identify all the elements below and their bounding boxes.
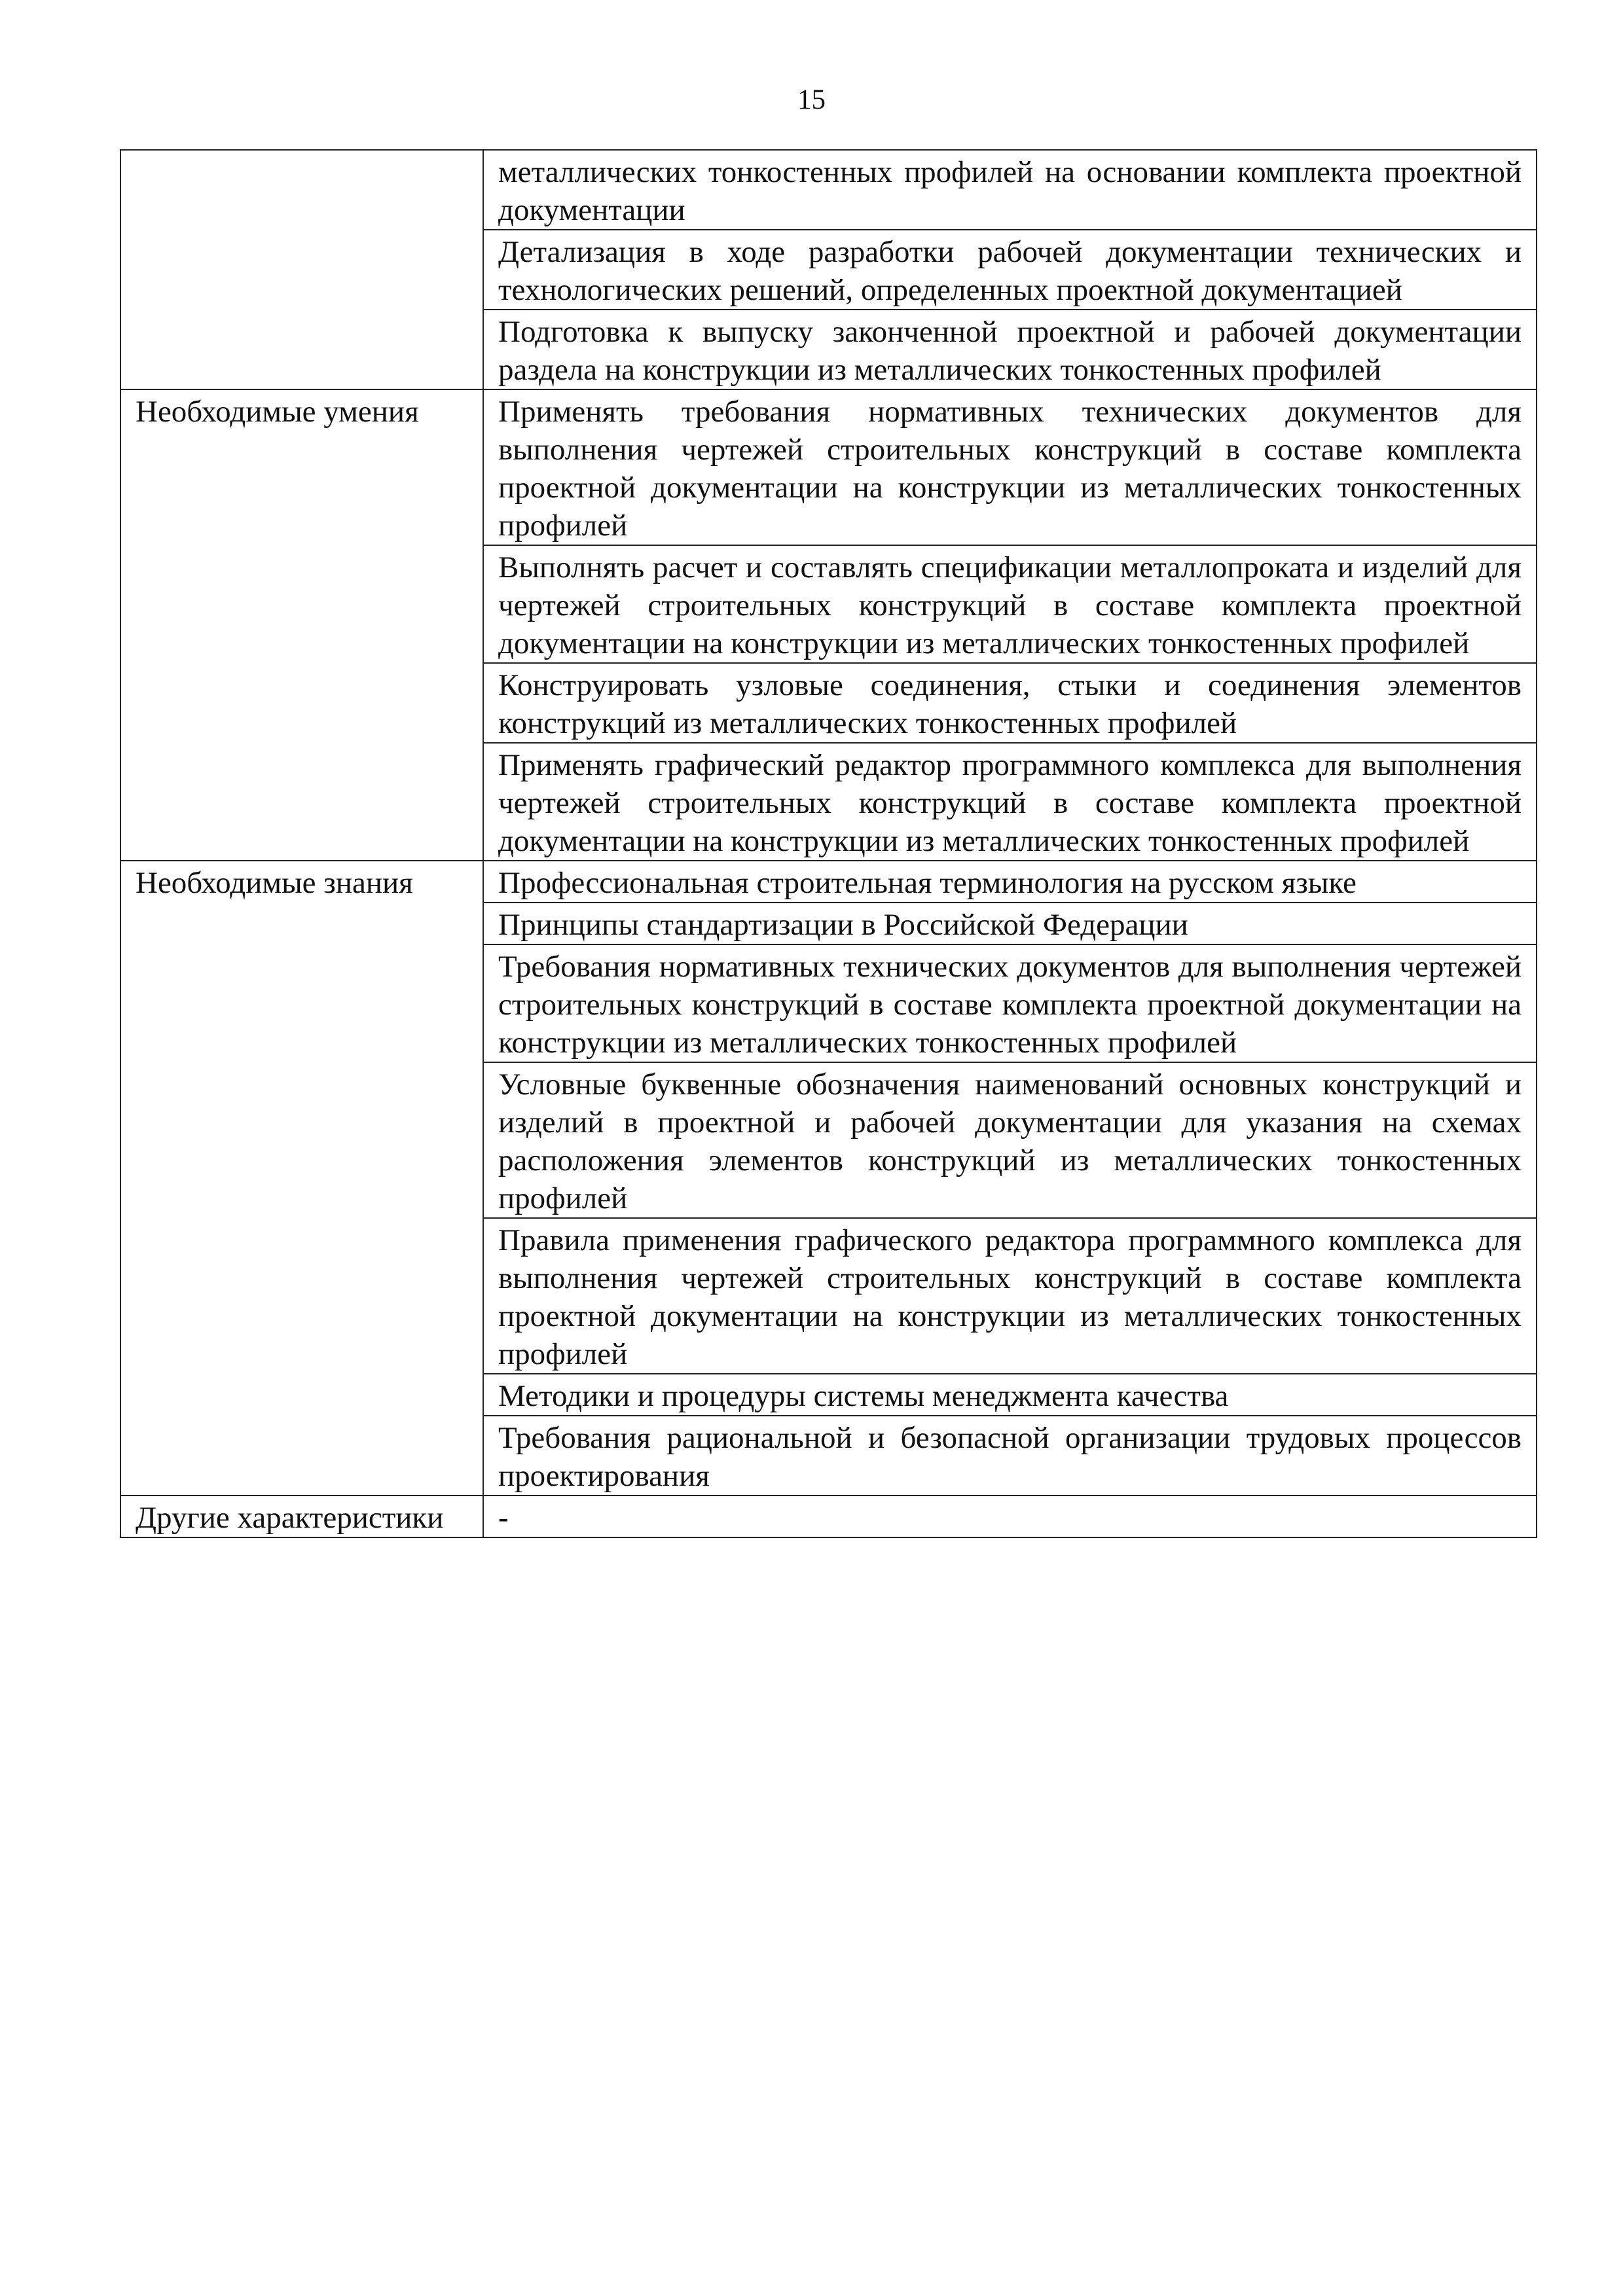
table-cell: Детализация в ходе разработки рабочей документации технических и технологических решений, определенных проектной документацией (483, 230, 1537, 310)
table-cell: Применять графический редактор программного комплекса для выполнения чертежей строительных конструкций в составе комплекта проектной документации на конструкции из металлических тонкостенных профилей (483, 743, 1537, 861)
table-row (120, 389, 1537, 545)
table-cell: Методики и процедуры системы менеджмента качества (483, 1374, 1537, 1416)
table-row (120, 861, 1537, 903)
table-cell: металлических тонкостенных профилей на основании комплекта проектной документации (483, 150, 1537, 230)
table-cell: Требования нормативных технических документов для выполнения чертежей строительных конструкций в составе комплекта проектной документации на конструкции из металлических тонкостенных профилей (483, 944, 1537, 1062)
row-label (120, 150, 483, 389)
table-cell: Требования рациональной и безопасной организации трудовых процессов проектирования (483, 1416, 1537, 1496)
table-cell: - (483, 1496, 1537, 1537)
characteristics-table (120, 149, 1537, 1538)
table-cell: Принципы стандартизации в Российской Федерации (483, 903, 1537, 944)
row-label-other: Другие характеристики (120, 1496, 483, 1537)
table-row (120, 1496, 1537, 1537)
table-cell: Условные буквенные обозначения наименований основных конструкций и изделий в проектной и рабочей документации для указания на схемах расположения элементов конструкций из металлических тонкостенных профилей (483, 1062, 1537, 1218)
table-cell: Подготовка к выпуску законченной проектной и рабочей документации раздела на конструкции из металлических тонкостенных профилей (483, 310, 1537, 389)
table-cell: Профессиональная строительная терминология на русском языке (483, 861, 1537, 903)
page-number: 15 (797, 84, 826, 115)
table-cell: Применять требования нормативных технических документов для выполнения чертежей строительных конструкций в составе комплекта проектной документации на конструкции из металлических тонкостенных профилей (483, 389, 1537, 545)
table-cell: Выполнять расчет и составлять спецификации металлопроката и изделий для чертежей строительных конструкций в составе комплекта проектной документации на конструкции из металлических тонкостенных профилей (483, 545, 1537, 663)
row-label-skills: Необходимые умения (120, 389, 483, 861)
table-cell: Правила применения графического редактора программного комплекса для выполнения чертежей строительных конструкций в составе комплекта проектной документации на конструкции из металлических тонкостенных профилей (483, 1218, 1537, 1374)
table-cell: Конструировать узловые соединения, стыки и соединения элементов конструкций из металлических тонкостенных профилей (483, 663, 1537, 743)
row-label-knowledge: Необходимые знания (120, 861, 483, 1496)
table-row (120, 150, 1537, 230)
